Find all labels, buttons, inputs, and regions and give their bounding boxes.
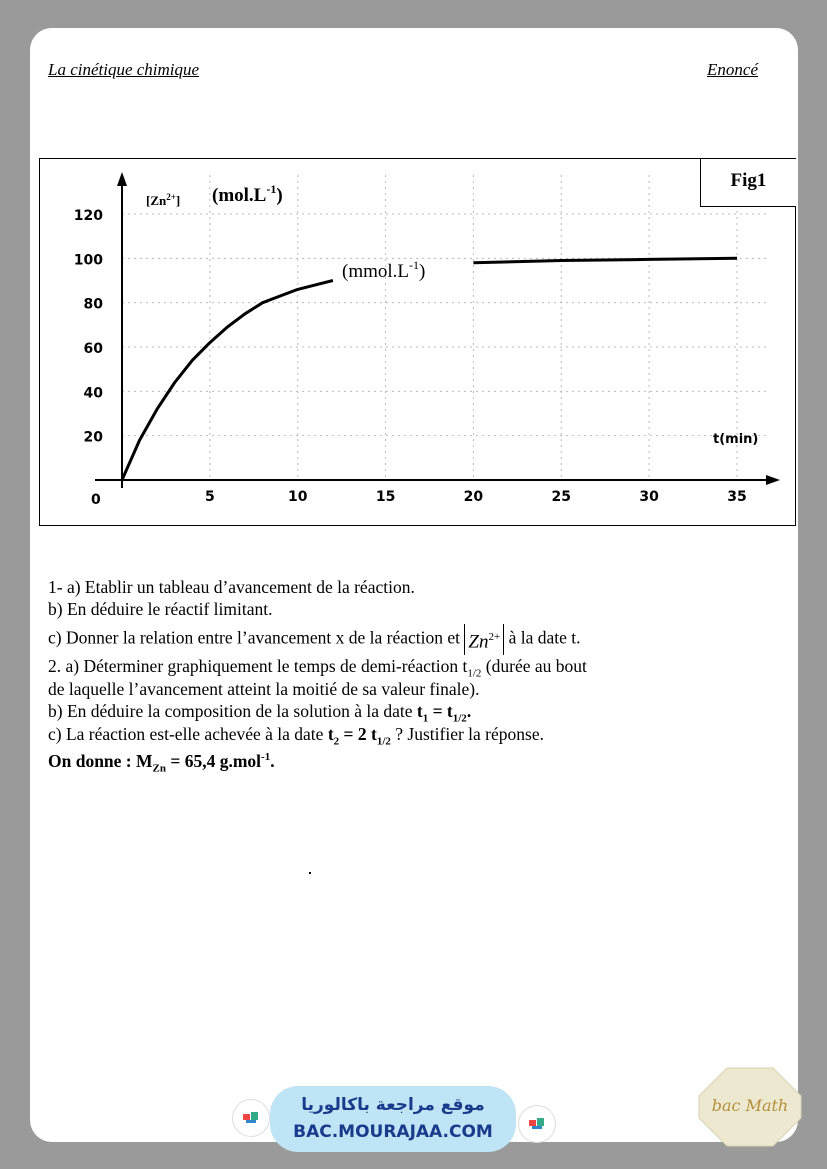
question-2a-line2: de laquelle l’avancement atteint la moitié de sa valeur finale).	[48, 679, 480, 699]
question-1c: c) Donner la relation entre l’avancement x de la réaction et $Zn^{2+}$ à la date t.	[48, 624, 768, 655]
y-tick-label: 60	[83, 341, 103, 357]
figure-label: Fig1	[700, 159, 796, 207]
origin-label: 0	[91, 492, 101, 508]
bac-math-logo	[697, 1066, 803, 1148]
x-tick-label: 30	[639, 489, 659, 505]
banner-arabic-text: موقع مراجعة باكالوريا	[301, 1095, 485, 1115]
header-title: La cinétique chimique	[48, 60, 200, 79]
site-logo-left-icon	[232, 1099, 270, 1137]
concentration-chart	[0, 0, 827, 560]
stray-dot	[309, 872, 311, 874]
data-series-line-2	[473, 258, 737, 263]
bac-math-logo-text: bac Math	[711, 1096, 789, 1115]
y-tick-label: 120	[73, 208, 103, 224]
y-axis-arrow	[117, 172, 127, 186]
banner-url[interactable]: BAC.MOURAJAA.COM	[293, 1122, 493, 1142]
header-section: Enoncé	[707, 60, 758, 79]
x-tick-label: 35	[727, 489, 747, 505]
chart-grid	[122, 175, 770, 480]
question-1a: 1- a) Etablir un tableau d’avancement de la réaction.	[48, 577, 415, 597]
given-data: On donne : $M_{Zn} = 65,4$ g.mol$^{-1}$.	[48, 750, 275, 775]
x-tick-label: 5	[204, 489, 215, 505]
y-tick-label: 80	[83, 296, 103, 313]
y-tick-label: 100	[73, 252, 103, 269]
x-axis-label: t(min)	[713, 432, 759, 447]
chart-ticks	[74, 208, 747, 505]
y-unit-correction: $(mmol.L^{-1})$	[342, 258, 426, 282]
y-axis-label: $[Zn^{2+}]$	[146, 192, 181, 208]
y-unit-original: $(mol.L^{-1})$	[212, 182, 283, 206]
x-tick-label: 25	[551, 489, 572, 505]
site-logo-right-icon	[518, 1105, 556, 1143]
y-tick-label: 40	[83, 385, 103, 402]
x-tick-label: 20	[463, 489, 484, 505]
chart-curves	[122, 258, 737, 480]
x-axis-arrow	[766, 475, 780, 485]
data-series-line-1	[122, 281, 333, 481]
site-banner-link[interactable]	[270, 1086, 516, 1152]
x-tick-label: 10	[287, 489, 308, 505]
y-tick-label: 20	[83, 429, 103, 446]
chart-axes	[95, 172, 780, 488]
question-1b: b) En déduire le réactif limitant.	[48, 599, 273, 619]
question-2c: c) La réaction est-elle achevée à la date $t_2 = 2$ $t_{1/2}$ ? Justifier la réponse.	[48, 724, 544, 748]
question-2a-line1: 2. a) Déterminer graphiquement le temps de demi-réaction $t_{1/2}$ (durée au bout	[48, 656, 587, 680]
zn-concentration-symbol: $Zn^{2+}$	[464, 624, 504, 655]
question-2b: b) En déduire la composition de la solution à la date $t_1 = t_{1/2}$.	[48, 701, 472, 725]
x-tick-label: 15	[375, 489, 396, 505]
